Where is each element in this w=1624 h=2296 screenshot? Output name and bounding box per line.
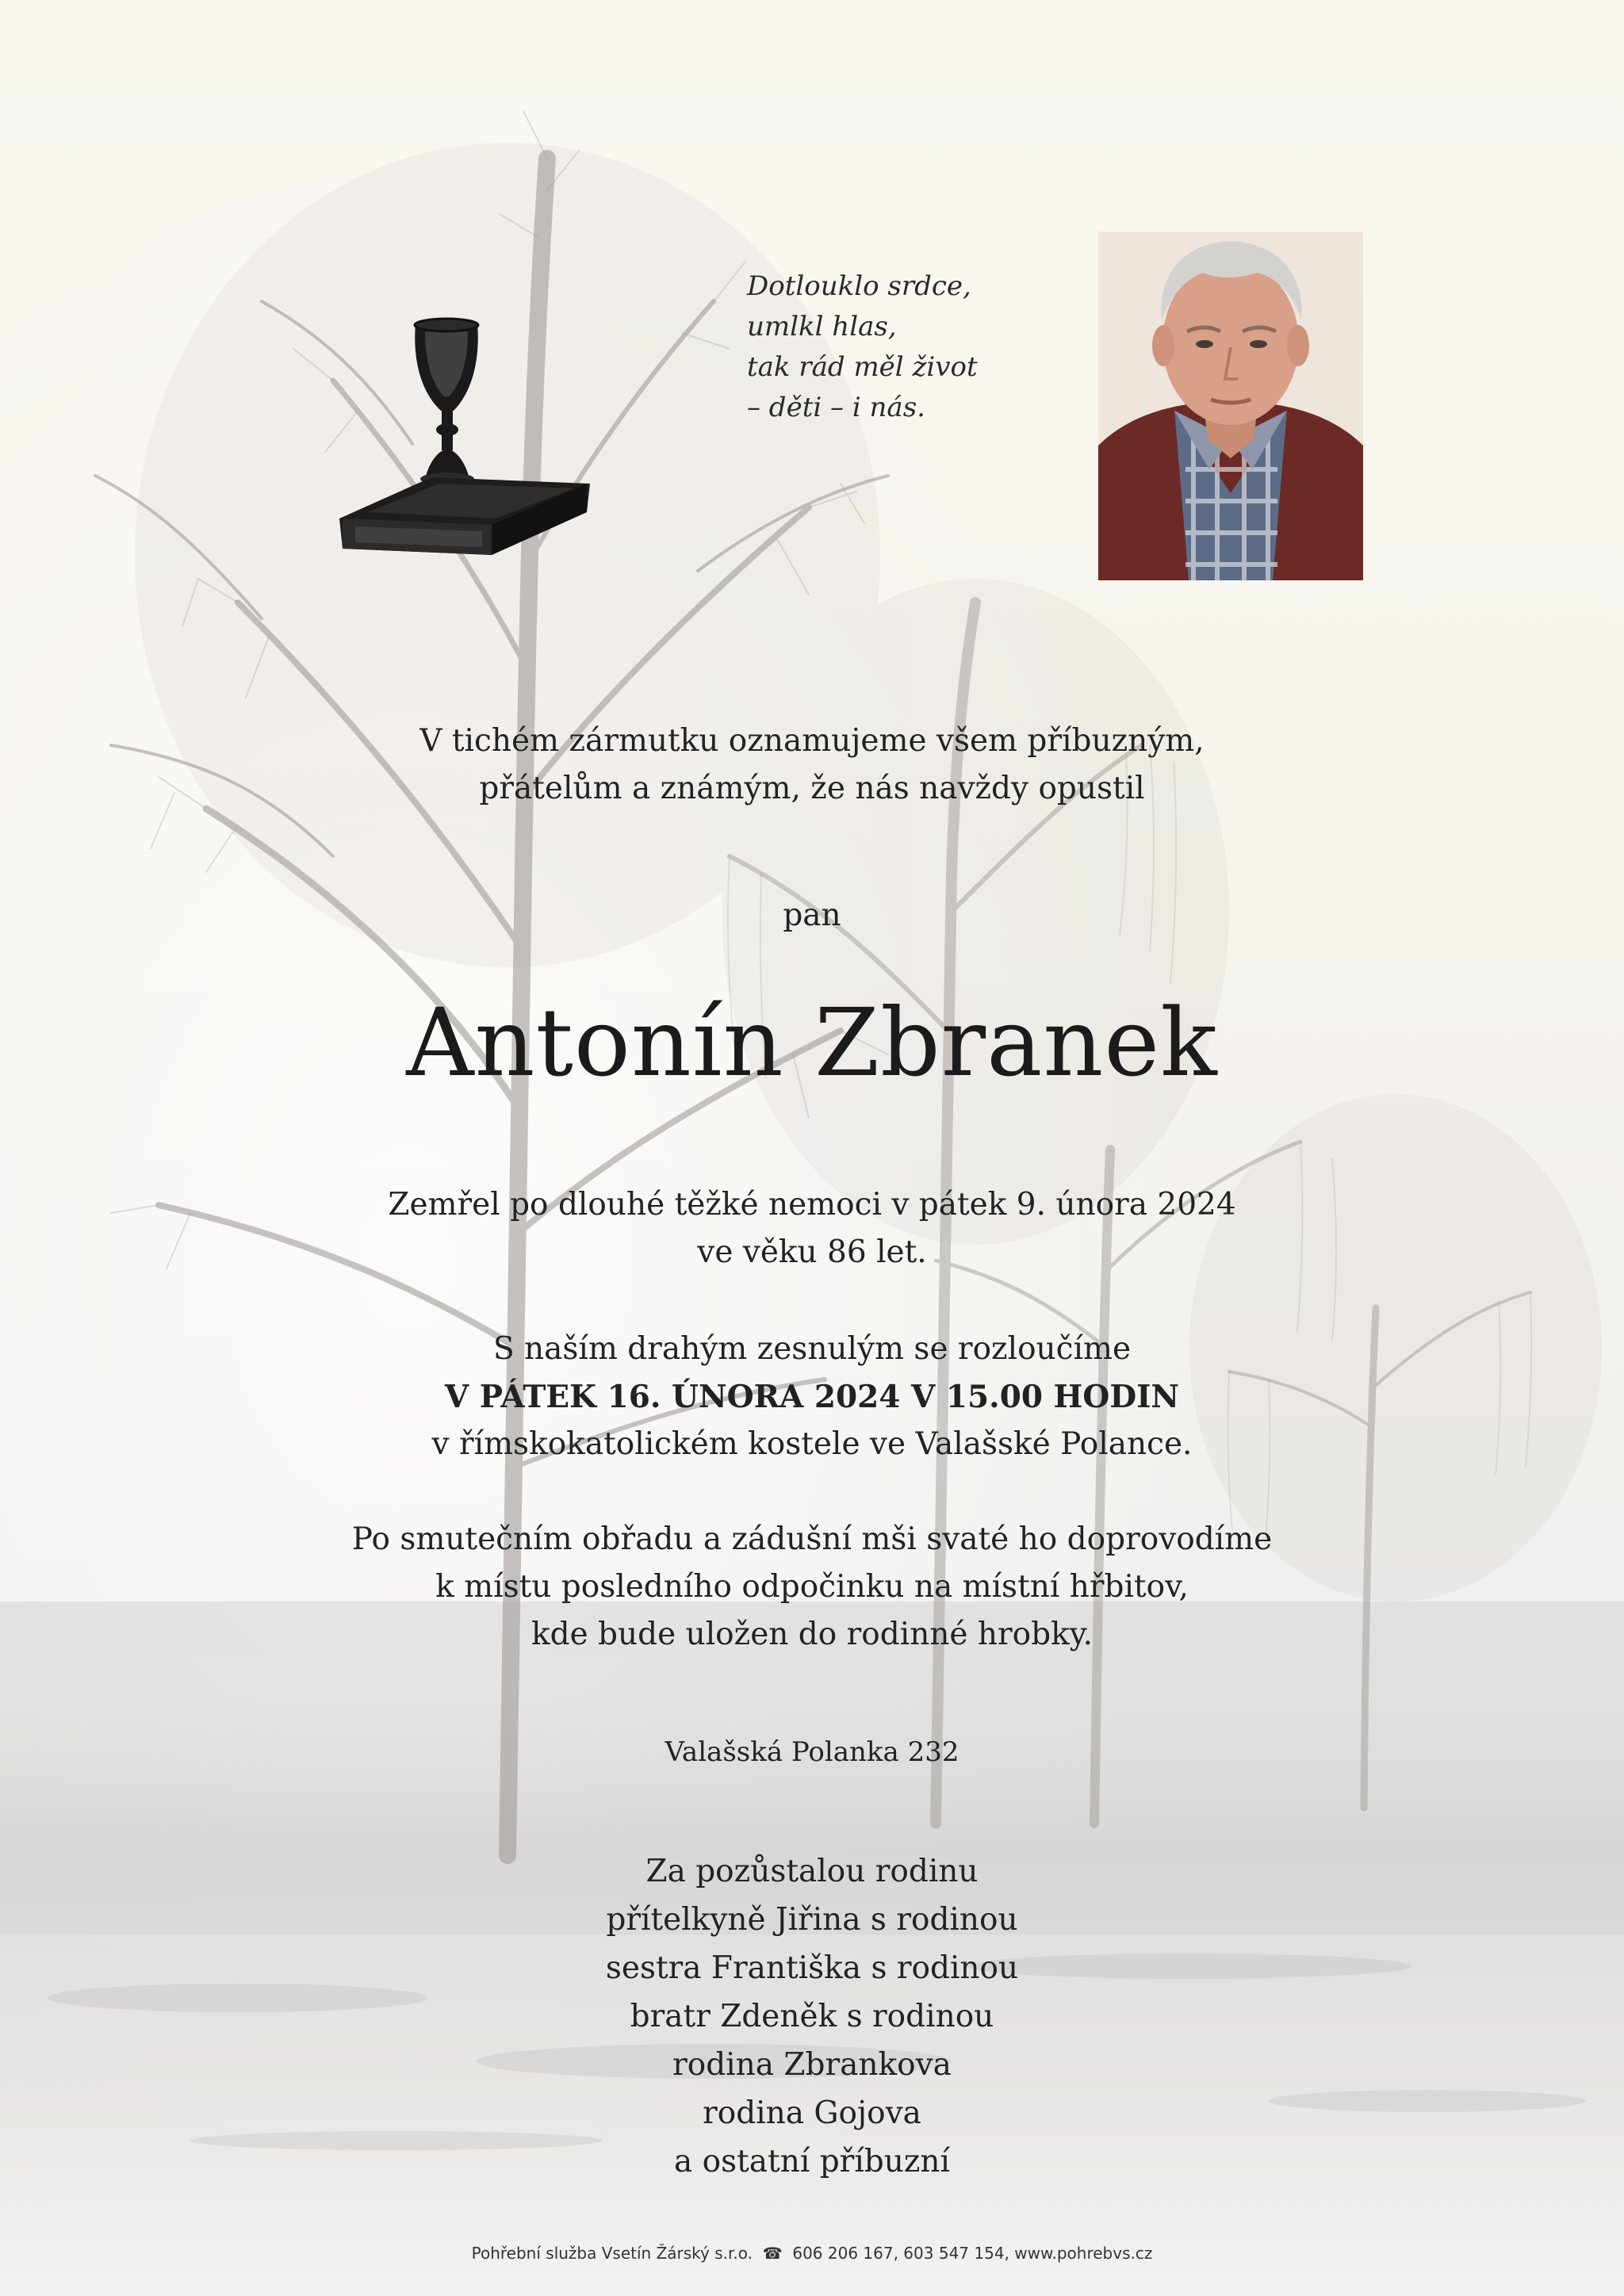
family-line: a ostatní příbuzní xyxy=(673,2144,951,2179)
funeral-service-footer xyxy=(0,2244,1624,2263)
farewell-date-time: V PÁTEK 16. ÚNORA 2024 V 15.00 HODIN xyxy=(444,1379,1180,1415)
ceremony-line: Po smutečním obřadu a zádušní mši svaté ho doprovodíme xyxy=(351,1521,1273,1557)
poem-line: Dotlouklo srdce, xyxy=(747,270,971,302)
family-line: sestra Františka s rodinou xyxy=(605,1950,1019,1986)
family-line: rodina Gojova xyxy=(703,2095,921,2131)
farewell-line: S naším drahým zesnulým se rozloučíme xyxy=(492,1331,1132,1367)
footer-company: Pohřební služba Vsetín Žárský s.r.o. xyxy=(471,2244,753,2263)
intro-line: přátelům a známým, že nás navždy opustil xyxy=(479,771,1145,806)
ceremony-line: kde bude uložen do rodinné hrobky. xyxy=(530,1617,1094,1652)
farewell-info xyxy=(0,1326,1624,1468)
death-line: ve věku 86 let. xyxy=(697,1234,927,1270)
family-line: přítelkyně Jiřina s rodinou xyxy=(606,1902,1018,1938)
deceased-portrait xyxy=(1098,232,1363,580)
family-line: Za pozůstalou rodinu xyxy=(645,1854,979,1889)
telephone-icon: ☎ xyxy=(757,2244,787,2263)
deceased-name: Antonín Zbranek xyxy=(406,988,1218,1097)
address xyxy=(0,1728,1624,1776)
poem-line: – děti – i nás. xyxy=(747,392,925,423)
announcement-intro xyxy=(0,718,1624,813)
family-list xyxy=(0,1847,1624,2186)
intro-line: V tichém zármutku oznamujeme všem příbuzným, xyxy=(419,723,1205,759)
farewell-place: v římskokatolickém kostele ve Valašské Polance. xyxy=(431,1426,1193,1462)
family-line: rodina Zbrankova xyxy=(672,2047,952,2083)
address-text: Valašská Polanka 232 xyxy=(665,1736,959,1768)
death-line: Zemřel po dlouhé těžké nemoci v pátek 9. února 2024 xyxy=(388,1187,1236,1223)
family-line: bratr Zdeněk s rodinou xyxy=(630,1999,994,2034)
poem-line: umlkl hlas, xyxy=(747,311,897,342)
salutation xyxy=(0,892,1624,939)
salutation-text: pan xyxy=(783,897,841,933)
ceremony-line: k místu posledního odpočinku na místní hřbitov, xyxy=(435,1569,1189,1605)
poem-line: tak rád měl život xyxy=(747,351,978,383)
footer-contacts: 606 206 167, 603 547 154, www.pohrebvs.cz xyxy=(792,2244,1153,2263)
memorial-poem xyxy=(747,266,1032,428)
chalice-book-icon xyxy=(336,314,598,576)
ceremony-info xyxy=(0,1516,1624,1659)
death-info xyxy=(0,1181,1624,1276)
